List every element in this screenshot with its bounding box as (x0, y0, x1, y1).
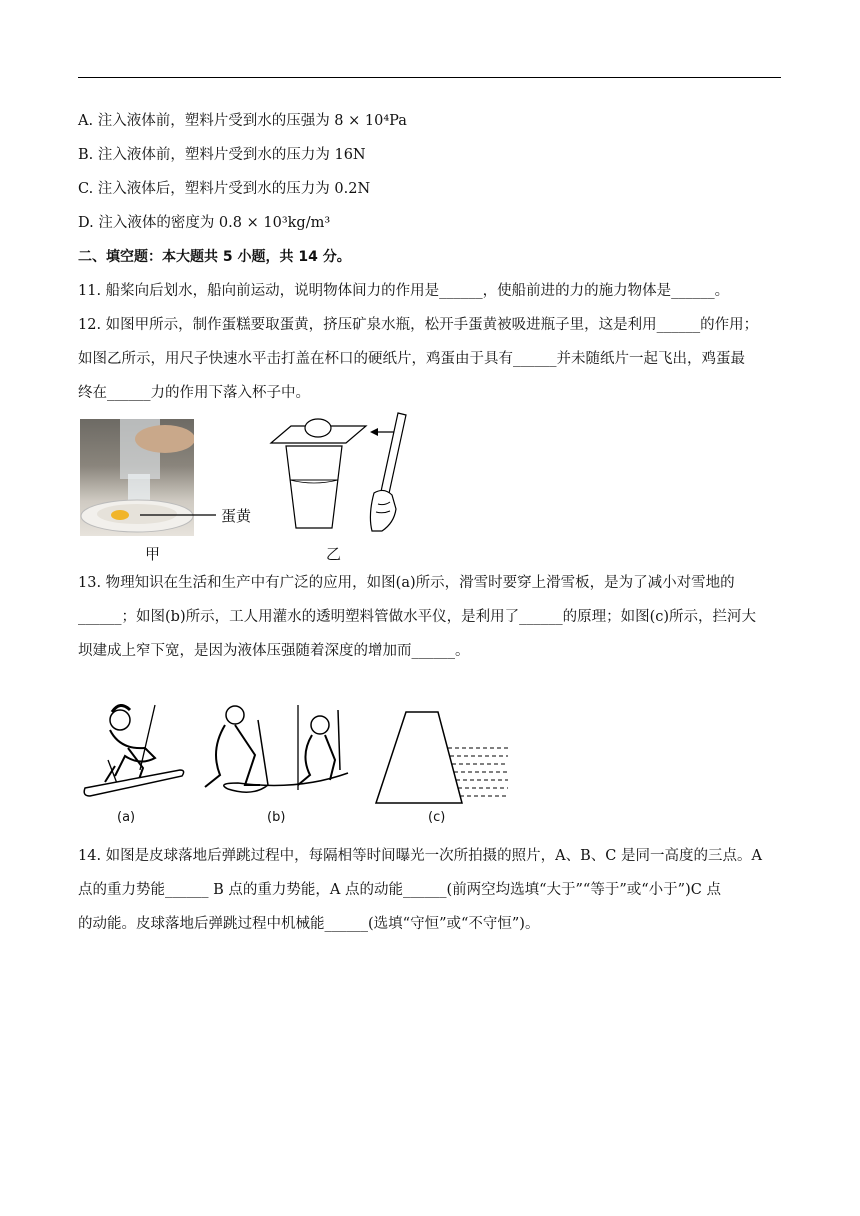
option-d: D. 注入液体的密度为 0.8 × 10³kg/m³ (78, 215, 331, 231)
option-c: C. 注入液体后，塑料片受到水的压力为 0.2N (78, 181, 371, 197)
question-11: 11. 船桨向后划水，船向前运动，说明物体间力的作用是______，使船前进的力的施力物体是______。 (78, 283, 730, 299)
option-a: A. 注入液体前，塑料片受到水的压强为 8 × 10⁴Pa (78, 113, 407, 129)
question-12-line3: 终在______力的作用下落入杯子中。 (78, 385, 310, 401)
question-14-line1: 14. 如图是皮球落地后弹跳过程中，每隔相等时间曝光一次所拍摄的照片，A、B、C 是同一高度的三点。A (78, 848, 762, 864)
question-14-line2: 点的重力势能______ B 点的重力势能，A 点的动能______(前两空均选填“大于”“等于”或“小于”)C 点 (78, 882, 721, 898)
question-13-line2: ______；如图(b)所示，工人用灌水的透明塑料管做水平仪，是利用了______的原理；如图(c)所示，拦河大 (78, 609, 757, 625)
caption-c: (c) (428, 810, 446, 825)
dam-cross-section (372, 708, 512, 808)
caption-jia: 甲 (145, 545, 161, 563)
egg-cup-diagram (266, 408, 416, 538)
skier-drawing (80, 700, 190, 800)
question-12-line2: 如图乙所示，用尺子快速水平击打盖在杯口的硬纸片，鸡蛋由于具有______并未随纸片一起飞出，鸡蛋最 (78, 351, 745, 367)
header-rule (78, 77, 781, 78)
caption-yi: 乙 (326, 545, 342, 563)
question-13-line1: 13. 物理知识在生活和生产中有广泛的应用，如图(a)所示，滑雪时要穿上滑雪板，是为了减小对雪地的 (78, 575, 735, 591)
caption-b: (b) (267, 810, 286, 825)
label-yolk: 蛋黄 (221, 507, 252, 525)
yolk-pointer-line (140, 505, 230, 525)
option-b: B. 注入液体前，塑料片受到水的压力为 16N (78, 147, 366, 163)
water-level-workers-drawing (200, 700, 360, 800)
question-14-line3: 的动能。皮球落地后弹跳过程中机械能______(选填“守恒”或“不守恒”)。 (78, 916, 540, 932)
caption-a: (a) (117, 810, 136, 825)
question-12-line1: 12. 如图甲所示，制作蛋糕要取蛋黄，挤压矿泉水瓶，松开手蛋黄被吸进瓶子里，这是利用______的作用； (78, 317, 759, 333)
section-heading: 二、填空题：本大题共 5 小题，共 14 分。 (78, 249, 351, 265)
question-13-line3: 坝建成上窄下宽，是因为液体压强随着深度的增加而______。 (78, 643, 470, 659)
